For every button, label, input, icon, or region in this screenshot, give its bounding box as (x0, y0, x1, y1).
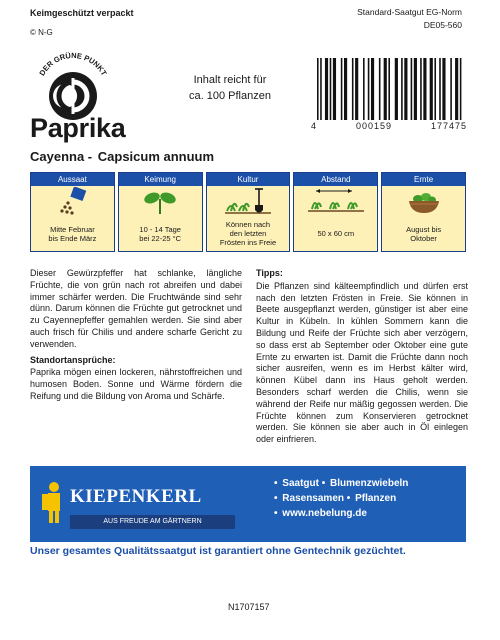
brand-product-list (244, 466, 466, 542)
product-variety (30, 149, 214, 164)
barcode-bar (333, 58, 336, 120)
icon-card-line: Oktober (410, 233, 437, 243)
description-column (30, 268, 242, 407)
icon-card-line: 10 - 14 Tage (139, 224, 181, 234)
bullet-icon: • (321, 478, 326, 489)
barcode (315, 58, 465, 120)
standort-heading: Standortansprüche: (30, 354, 116, 365)
barcode-bar (460, 58, 462, 120)
icon-card-text (382, 216, 465, 251)
icon-card-aussaat (30, 172, 115, 252)
barcode-bar (401, 58, 403, 120)
tips-heading: Tipps: (256, 268, 283, 278)
tips-column (256, 268, 468, 446)
barcode-bar (388, 58, 390, 120)
brand-item: Pflanzen (355, 493, 397, 504)
harvest-bowl-icon (382, 186, 465, 216)
barcode-bar (430, 58, 433, 120)
barcode-digit-group: 177475 (430, 121, 467, 131)
icon-card-text (119, 216, 202, 251)
barcode-bar (317, 58, 319, 120)
brand-item: Saatgut (282, 478, 319, 489)
packaging-note: Keimgeschützt verpackt (30, 8, 134, 18)
brand-name: KIEPENKERL (70, 486, 202, 507)
variety-name: Cayenna - (30, 149, 93, 164)
bullet-icon: • (346, 493, 351, 504)
brand-line (274, 506, 466, 521)
product-name: Paprika (30, 113, 126, 143)
barcode-bar (320, 58, 322, 120)
bullet-icon: • (274, 508, 278, 519)
brand-item: Rasensamen (282, 493, 344, 504)
barcode-bar (404, 58, 407, 120)
article-code: N1707157 (228, 602, 270, 612)
barcode-bar (352, 58, 354, 120)
contents-info (160, 72, 300, 104)
icon-card-line: bei 22-25 °C (139, 233, 182, 243)
icon-card-heading: Aussaat (31, 173, 114, 186)
icon-card-line: Frösten ins Freie (219, 238, 277, 247)
barcode-bar (325, 58, 328, 120)
barcode-bar (379, 58, 381, 120)
icon-card-line: Können nach (225, 220, 271, 229)
barcode-bar (363, 58, 365, 120)
brand-tagline: AUS FREUDE AM GÄRTNERN (70, 515, 235, 529)
icon-card-text (207, 216, 290, 251)
standard-note (357, 6, 462, 32)
standort-text: Paprika mögen einen lockeren, nährstoffreichen und humosen Boden. Sonne und Wärme fördern die Reifung und die Bildung von Aroma und Schärfe. (30, 367, 242, 401)
barcode-bar (341, 58, 343, 120)
brand-banner (30, 466, 466, 542)
barcode-bar (355, 58, 358, 120)
icon-card-heading: Kultur (207, 173, 290, 186)
copyright-note: © N-G (30, 28, 53, 37)
brand-logo-area (30, 466, 244, 542)
barcode-bar (411, 58, 413, 120)
green-dot-ring-text: DER GRÜNE PUNKT (37, 50, 109, 78)
spacing-icon (294, 186, 377, 216)
icon-card-kultur (206, 172, 291, 252)
barcode-bar (420, 58, 422, 120)
guarantee-note: Unser gesamtes Qualitätssaatgut ist garantiert ohne Gentechnik gezüchtet. (30, 545, 406, 557)
icon-card-line: bis Ende März (48, 233, 97, 243)
icon-card-ernte (381, 172, 466, 252)
icon-card-text (294, 216, 377, 251)
contents-line-1: Inhalt reicht für (193, 74, 267, 86)
brand-item: Blumenzwiebeln (330, 478, 409, 489)
bullet-icon: • (274, 493, 278, 504)
barcode-digits (311, 121, 467, 131)
planting-spade-icon (207, 186, 290, 216)
brand-website: www.nebelung.de (282, 508, 367, 519)
barcode-bar (439, 58, 441, 120)
barcode-bar (455, 58, 458, 120)
barcode-bar (414, 58, 417, 120)
barcode-bar (442, 58, 445, 120)
bullet-icon: • (274, 478, 278, 489)
icon-card-line: Mitte Februar (50, 224, 95, 234)
tips-text: Die Pflanzen sind kälteempfindlich und dürfen erst nach den letzten Frösten in Freie. Sie können in Beete ausgepflanzt werden, günstiger ist aber eine Kultur in Kübeln. In kühlen Sommern kann die Bildung und Reife der Früchte sich aber verzögern, so dass erst ab September oder Oktober eine gute Ernte zu erwarten ist. Damit die Früchte dann noch sicher ausreifen, wenn es im Herbst kälter wird, können Kübel dann ins Haus geholt werden. Besonders scharf werden die Chilis, wenn sie während der Reife nur mäßig gegossen werden. Die Früchte können zum Konservieren getrocknet werden. Sie können sie aber auch in Öl einlegen oder einfrieren. (256, 280, 468, 445)
icon-card-keimung (118, 172, 203, 252)
barcode-bar (434, 58, 436, 120)
cultivation-icons (30, 172, 466, 252)
contents-line-2: ca. 100 Pflanzen (189, 90, 271, 102)
barcode-digit-group: 4 (311, 121, 318, 131)
barcode-bar (368, 58, 370, 120)
barcode-bar (344, 58, 347, 120)
barcode-digit-group: 000159 (355, 121, 392, 131)
icon-card-line: 50 x 60 cm (317, 229, 355, 238)
standard-line: Standard-Saatgut EG-Norm (357, 7, 462, 17)
brand-line (274, 476, 466, 491)
brand-line (274, 491, 466, 506)
barcode-bar (450, 58, 452, 120)
icon-card-line: den letzten (229, 229, 267, 238)
barcode-bar (423, 58, 426, 120)
icon-card-heading: Keimung (119, 173, 202, 186)
barcode-bar (384, 58, 387, 120)
seedling-icon (119, 186, 202, 216)
icon-card-abstand (293, 172, 378, 252)
icon-card-text (31, 216, 114, 251)
barcode-bar (371, 58, 374, 120)
barcode-bar (330, 58, 332, 120)
icon-card-line: August bis (406, 224, 442, 234)
description-text: Dieser Gewürzpfeffer hat schlanke, längliche Früchte, die von grün nach rot abreifen und dabei immer schärfer werden. Die Fruchtwände sind sehr dünn. Darum können die Früchte gut getrocknet und zu Cayennepfeffer gemahlen werden. Sie sind aber auch frisch für Chilis und andere scharfe Gericht zu verwenden. (30, 268, 242, 349)
barcode-bar (395, 58, 398, 120)
icon-card-heading: Abstand (294, 173, 377, 186)
seed-packet-icon (31, 186, 114, 216)
icon-card-heading: Ernte (382, 173, 465, 186)
kiepenkerl-figure-icon (40, 480, 68, 524)
standard-code: DE05-560 (423, 20, 462, 30)
latin-name: Capsicum annuum (97, 149, 215, 164)
